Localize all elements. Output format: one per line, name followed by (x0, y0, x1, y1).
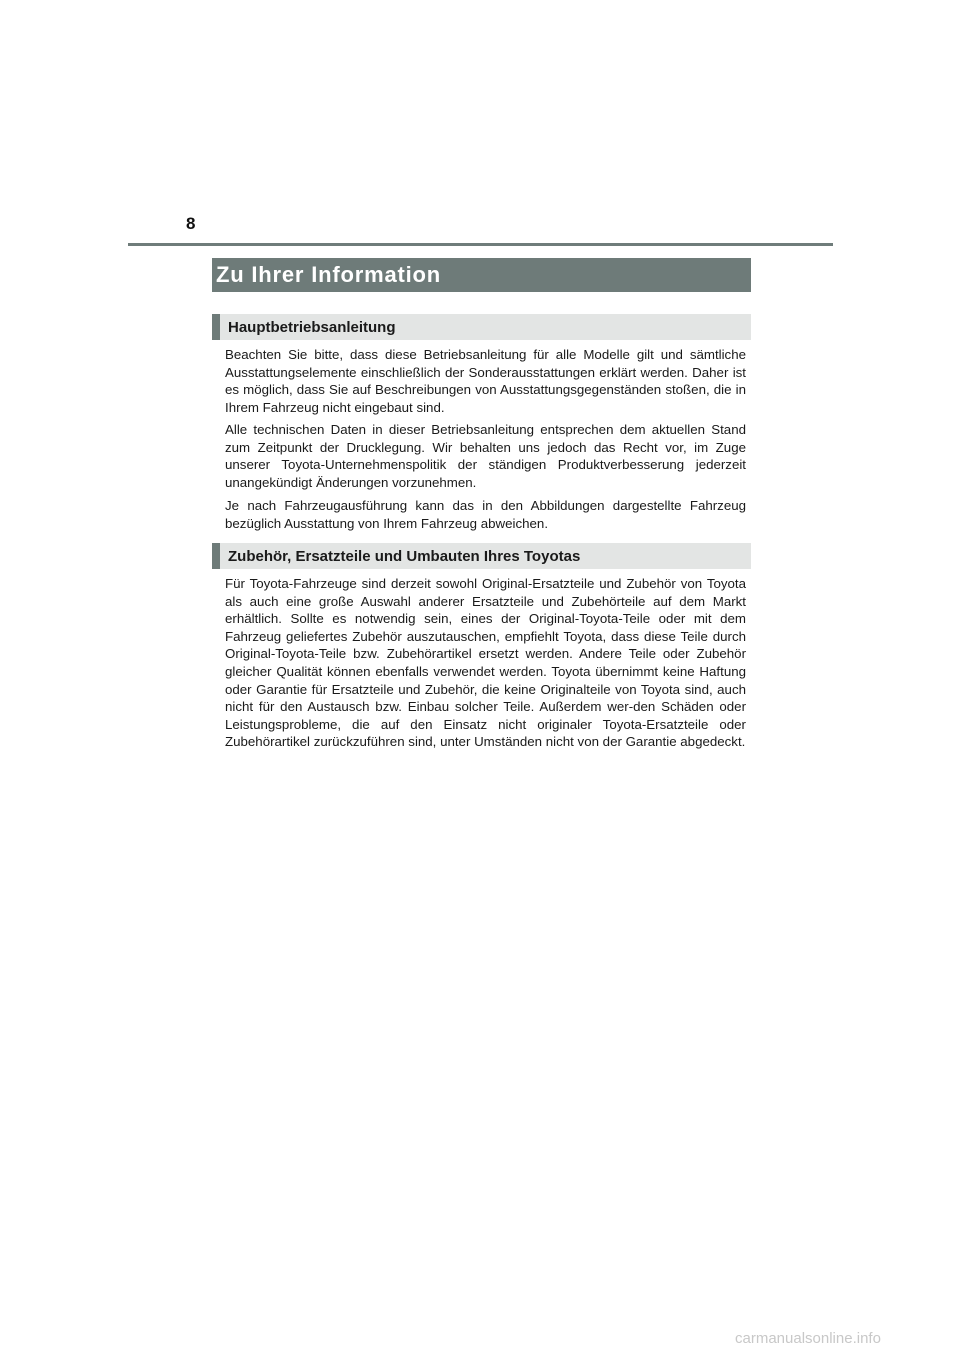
section-title: Hauptbetriebsanleitung (228, 318, 396, 336)
section-header-hauptbetriebsanleitung (212, 314, 751, 340)
paragraph: Je nach Fahrzeugausführung kann das in den Abbildungen dargestellte Fahrzeug bezüglich Ausstattung von Ihrem Fahrzeug abweichen. (225, 498, 746, 531)
page-number: 8 (186, 214, 196, 233)
section-header-zubehoer (212, 543, 751, 569)
chapter-title: Zu Ihrer Information (216, 262, 441, 287)
watermark: carmanualsonline.info (735, 1330, 881, 1347)
paragraph: Für Toyota-Fahrzeuge sind derzeit sowohl Original-Ersatzteile und Zubehör von Toyota als auch eine große Auswahl anderer Ersatzteile und Zubehörteile auf dem Markt erhältlich. Sollte es notwendig sein, eines der Original-Toyota-Teile oder mit dem Fahrzeug geliefertes Zubehör auszutauschen, empfiehlt Toyota, dass diese Teile durch Original-Toyota-Teile bzw. Zubehörartikel ersetzt werden. Andere Teile oder Zubehör gleicher Qualität können ebenfalls verwendet werden. Toyota übernimmt keine Haftung oder Garantie für Ersatzteile und Zubehör, die keine Originalteile von Toyota sind, auch nicht für den Austausch bzw. Einbau solcher Teile. Außerdem wer-den Schäden oder Leistungsprobleme, die auf den Einsatz nicht originaler Toyota-Ersatzteile oder Zubehörartikel zurückzuführen sind, unter Umständen nicht von der Garantie abgedeckt. (225, 576, 746, 750)
section-title: Zubehör, Ersatzteile und Umbauten Ihres Toyotas (228, 547, 581, 565)
chapter-header (212, 258, 751, 292)
paragraph: Beachten Sie bitte, dass diese Betriebsanleitung für alle Modelle gilt und sämtliche Ausstattungselemente einschließlich der Sonderausstattungen erklärt werden. Daher ist es möglich, dass Sie auf Beschreibungen von Ausstattungsgegenständen stoßen, die in Ihrem Fahrzeug nicht eingebaut sind. (225, 347, 746, 415)
paragraph: Alle technischen Daten in dieser Betriebsanleitung entsprechen dem aktuellen Stand zum Zeitpunkt der Drucklegung. Wir behalten uns jedoch das Recht vor, im Zuge unserer Toyota-Unternehmenspolitik der ständigen Produktverbesserung jederzeit unangekündigt Änderungen vorzunehmen. (225, 422, 746, 490)
header-divider (128, 243, 833, 246)
